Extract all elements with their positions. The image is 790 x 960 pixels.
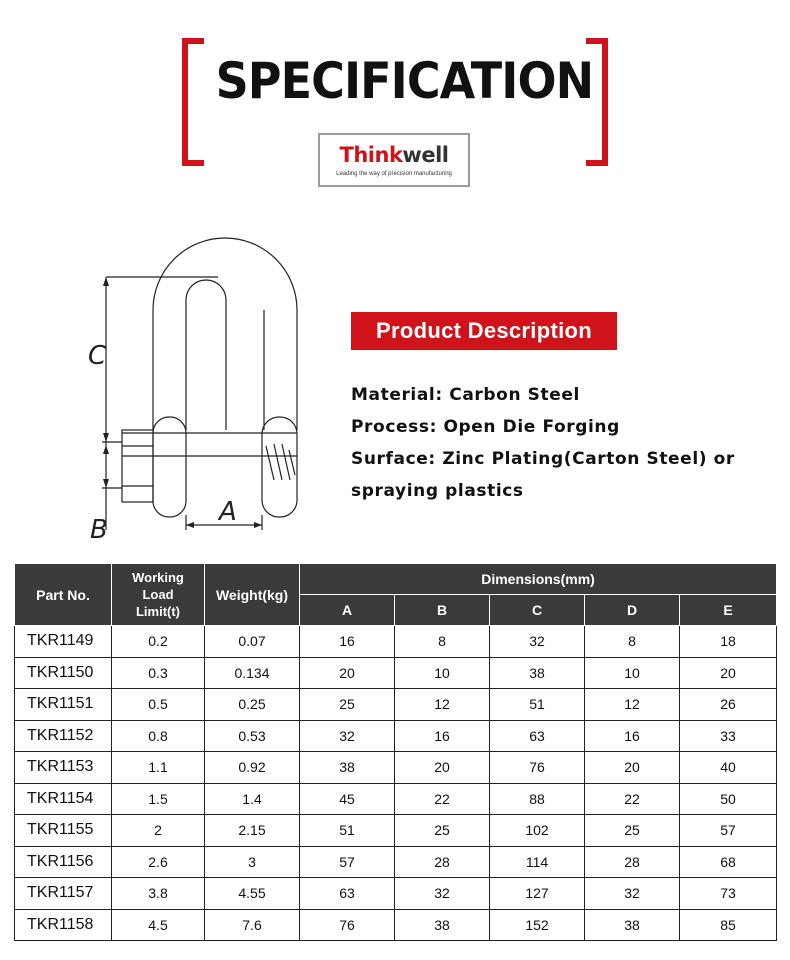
cell-weight: 2.15 [205, 815, 300, 847]
header-dim-e: E [680, 595, 777, 626]
cell-part-no: TKR1153 [15, 752, 112, 784]
cell-part-no: TKR1152 [15, 720, 112, 752]
cell-dim-d: 38 [585, 909, 680, 941]
cell-weight: 1.4 [205, 783, 300, 815]
cell-dim-b: 20 [395, 752, 490, 784]
cell-dim-c: 32 [490, 626, 585, 658]
cell-dim-d: 12 [585, 689, 680, 721]
cell-wll: 4.5 [112, 909, 205, 941]
cell-dim-a: 45 [300, 783, 395, 815]
cell-dim-a: 76 [300, 909, 395, 941]
cell-dim-a: 32 [300, 720, 395, 752]
cell-dim-a: 20 [300, 657, 395, 689]
shackle-bow-outer [153, 238, 297, 430]
cell-weight: 0.25 [205, 689, 300, 721]
cell-wll: 0.8 [112, 720, 205, 752]
cell-wll: 3.8 [112, 878, 205, 910]
table-row [15, 689, 777, 721]
cell-dim-c: 114 [490, 846, 585, 878]
header-dim-c: C [490, 595, 585, 626]
cell-wll: 0.3 [112, 657, 205, 689]
logo-tagline: Leading the way of precision manufacturing [336, 171, 452, 177]
cell-weight: 0.134 [205, 657, 300, 689]
cell-wll: 0.5 [112, 689, 205, 721]
header-wll-line2: Load [142, 587, 174, 602]
cell-dim-d: 16 [585, 720, 680, 752]
cell-part-no: TKR1154 [15, 783, 112, 815]
cell-weight: 0.92 [205, 752, 300, 784]
cell-weight: 0.53 [205, 720, 300, 752]
cell-dim-d: 32 [585, 878, 680, 910]
cell-dim-b: 12 [395, 689, 490, 721]
dim-c-label: C [88, 341, 107, 371]
header-weight: Weight(kg) [205, 564, 300, 626]
cell-dim-e: 33 [680, 720, 777, 752]
logo-word-think: Think [339, 143, 403, 167]
cell-weight: 0.07 [205, 626, 300, 658]
cell-dim-a: 25 [300, 689, 395, 721]
cell-dim-e: 57 [680, 815, 777, 847]
specification-table [14, 563, 777, 941]
table-row [15, 846, 777, 878]
cell-dim-e: 18 [680, 626, 777, 658]
cell-dim-c: 76 [490, 752, 585, 784]
brand-logo [318, 133, 470, 187]
cell-dim-b: 28 [395, 846, 490, 878]
logo-wordmark [320, 143, 468, 167]
dim-a-label: A [219, 497, 237, 527]
cell-dim-a: 38 [300, 752, 395, 784]
left-bracket-decoration [182, 38, 204, 166]
cell-dim-e: 40 [680, 752, 777, 784]
cell-part-no: TKR1151 [15, 689, 112, 721]
cell-part-no: TKR1158 [15, 909, 112, 941]
table-row [15, 720, 777, 752]
cell-dim-b: 16 [395, 720, 490, 752]
cell-dim-a: 63 [300, 878, 395, 910]
cell-wll: 0.2 [112, 626, 205, 658]
header-part-no: Part No. [15, 564, 112, 626]
cell-dim-a: 51 [300, 815, 395, 847]
cell-dim-a: 57 [300, 846, 395, 878]
cell-dim-e: 20 [680, 657, 777, 689]
cell-dim-c: 38 [490, 657, 585, 689]
cell-dim-e: 85 [680, 909, 777, 941]
header-dim-a: A [300, 595, 395, 626]
cell-dim-d: 20 [585, 752, 680, 784]
shackle-eye-left [153, 417, 186, 517]
cell-dim-e: 50 [680, 783, 777, 815]
cell-dim-e: 68 [680, 846, 777, 878]
header-dim-d: D [585, 595, 680, 626]
cell-wll: 2.6 [112, 846, 205, 878]
pin-nut [122, 430, 153, 502]
cell-dim-b: 10 [395, 657, 490, 689]
process-line: Process: Open Die Forging [351, 417, 620, 437]
cell-dim-e: 26 [680, 689, 777, 721]
cell-weight: 4.55 [205, 878, 300, 910]
header-working-load-limit [112, 564, 205, 626]
product-description-badge: Product Description [351, 312, 617, 350]
cell-part-no: TKR1156 [15, 846, 112, 878]
cell-part-no: TKR1150 [15, 657, 112, 689]
cell-weight: 3 [205, 846, 300, 878]
cell-dim-d: 25 [585, 815, 680, 847]
cell-dim-d: 22 [585, 783, 680, 815]
cell-dim-c: 63 [490, 720, 585, 752]
table-row [15, 626, 777, 658]
table-row [15, 657, 777, 689]
cell-dim-b: 25 [395, 815, 490, 847]
table-row [15, 752, 777, 784]
cell-wll: 1.1 [112, 752, 205, 784]
header-wll-line3: Limit(t) [135, 604, 181, 619]
cell-dim-c: 102 [490, 815, 585, 847]
cell-wll: 2 [112, 815, 205, 847]
cell-dim-c: 152 [490, 909, 585, 941]
cell-part-no: TKR1149 [15, 626, 112, 658]
header-dim-b: B [395, 595, 490, 626]
cell-dim-b: 22 [395, 783, 490, 815]
cell-dim-c: 51 [490, 689, 585, 721]
cell-dim-e: 73 [680, 878, 777, 910]
header-wll-line1: Working [132, 570, 184, 585]
table-row [15, 783, 777, 815]
shackle-diagram [78, 230, 318, 550]
cell-part-no: TKR1155 [15, 815, 112, 847]
table-row [15, 815, 777, 847]
table-row [15, 878, 777, 910]
cell-dim-d: 10 [585, 657, 680, 689]
surface-line: Surface: Zinc Plating(Carton Steel) or [351, 449, 735, 469]
logo-word-well: well [402, 143, 449, 167]
table-row [15, 909, 777, 941]
cell-dim-d: 8 [585, 626, 680, 658]
surface-line-continued: spraying plastics [351, 481, 524, 501]
cell-dim-b: 32 [395, 878, 490, 910]
cell-dim-c: 88 [490, 783, 585, 815]
cell-dim-a: 16 [300, 626, 395, 658]
cell-dim-d: 28 [585, 846, 680, 878]
cell-dim-c: 127 [490, 878, 585, 910]
cell-part-no: TKR1157 [15, 878, 112, 910]
shackle-bow-inner [186, 280, 226, 430]
dim-b-label: B [90, 515, 108, 545]
material-line: Material: Carbon Steel [351, 385, 580, 405]
cell-dim-b: 38 [395, 909, 490, 941]
cell-dim-b: 8 [395, 626, 490, 658]
page-title: SPECIFICATION [215, 52, 594, 110]
header-dimensions: Dimensions(mm) [300, 564, 777, 595]
cell-wll: 1.5 [112, 783, 205, 815]
cell-weight: 7.6 [205, 909, 300, 941]
